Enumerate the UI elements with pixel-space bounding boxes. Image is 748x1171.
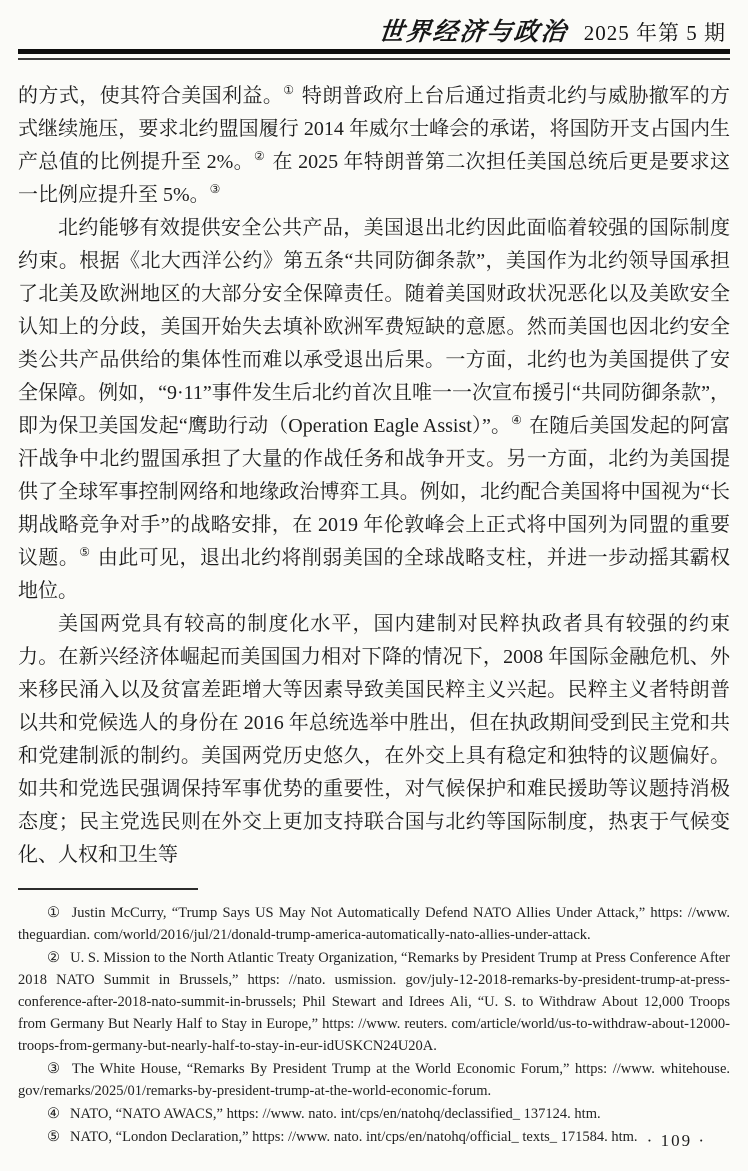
footnote-ref: ① bbox=[283, 83, 295, 98]
footnote-ref: ③ bbox=[209, 182, 221, 197]
footnote-item: ⑤ NATO, “London Declaration,” https: //www. nato. int/cps/en/natohq/official_ texts_ 171584. htm. bbox=[47, 1129, 638, 1145]
footnote-ref: ⑤ bbox=[79, 545, 91, 560]
issue-info: 2025 年第 5 期 bbox=[583, 21, 726, 45]
footnote-item: ② U. S. Mission to the North Atlantic Treaty Organization, “Remarks by President Trump at Press Conference After 2018 NATO Summit in Brussels,” https: //nato. usmission. gov/july-12-2018-remarks-by-president-trump-at-press-conference-after-2018-nato-summit-in-brussels; Phil Stewart and Idrees Ali, “U. S. to Withdraw About 12,000 Troops from Germany But Nearly Half to Stay in Europe,” https: //www. reuters. com/article/world/us-to-withdraw-about-12000-troops-from-germany-but-nearly-half-to-stay-in-eur-idUSKCN24U20A. bbox=[18, 950, 730, 1054]
page-header bbox=[18, 12, 730, 44]
footnote-marker: ⑤ bbox=[47, 1129, 60, 1145]
footnote-marker: ③ bbox=[47, 1061, 62, 1077]
footnote-item: ③ The White House, “Remarks By President Trump at the World Economic Forum,” https: //www. whitehouse. gov/remarks/2025/01/remarks-by-president-trump-at-the-world-economic-forum. bbox=[18, 1061, 731, 1099]
footnote-marker: ① bbox=[47, 905, 62, 921]
body-paragraph: 美国两党具有较高的制度化水平，国内建制对民粹执政者具有较强的约束力。在新兴经济体崛起而美国国力相对下降的情况下，2008 年国际金融危机、外来移民涌入以及贫富差距增大等因素导致美国民粹主义兴起。民粹主义者特朗普以共和党候选人的身份在 2016 年总统选举中胜出，但在执政期间受到民主党和共和党建制派的制约。美国两党历史悠久，在外交上具有稳定和独特的议题偏好。如共和党选民强调保持军事优势的重要性，对气候保护和难民援助等议题持消极态度；民主党选民则在外交上更加支持联合国与北约等国际制度，热衷于气候变化、人权和卫生等 bbox=[18, 613, 730, 866]
footnote-separator bbox=[18, 888, 198, 890]
journal-title-calligraphy: 世界经济与政治 bbox=[377, 19, 569, 46]
footnote-ref: ② bbox=[253, 149, 266, 164]
footnote-ref: ④ bbox=[511, 413, 522, 428]
body-paragraphs bbox=[18, 80, 730, 872]
footnotes-section bbox=[18, 902, 730, 1148]
footnote-marker: ② bbox=[47, 950, 61, 966]
footnote-item: ① Justin McCurry, “Trump Says US May Not Automatically Defend NATO Allies Under Attack,” https: //www. theguardian. com/world/2016/jul/21/donald-trump-america-automatically-nato-allies-under-attack. bbox=[18, 905, 731, 943]
body-paragraph: 的方式，使其符合美国利益。① 特朗普政府上台后通过指责北约与威胁撤军的方式继续施压，要求北约盟国履行 2014 年威尔士峰会的承诺，将国防开支占国内生产总值的比例提升至 2%。② 在 2025 年特朗普第二次担任美国总统后更是要求这一比例应提升至 5%。③ bbox=[18, 83, 731, 206]
header-rule-thin bbox=[18, 58, 730, 60]
footnote-item: ④ NATO, “NATO AWACS,” https: //www. nato. int/cps/en/natohq/declassified_ 137124. htm. bbox=[47, 1106, 601, 1122]
body-paragraph: 北约能够有效提供安全公共产品，美国退出北约因此面临着较强的国际制度约束。根据《北大西洋公约》第五条“共同防御条款”，美国作为北约领导国承担了北美及欧洲地区的大部分安全保障责任。随着美国财政状况恶化以及美欧安全认知上的分歧，美国开始失去填补欧洲军费短缺的意愿。然而美国也因北约安全类公共产品供给的集体性而难以承受退出后果。一方面，北约也为美国提供了安全保障。例如，“9·11”事件发生后北约首次且唯一一次宣布援引“共同防御条款”，即为保卫美国发起“鹰助行动（Operation Eagle Assist）”。④ 在随后美国发起的阿富汗战争中北约盟国承担了大量的作战任务和战争开支。另一方面，北约为美国提供了全球军事控制网络和地缘政治博弈工具。例如，北约配合美国将中国视为“长期战略竞争对手”的战略安排，在 2019 年伦敦峰会上正式将中国列为同盟的重要议题。⑤ 由此可见，退出北约将削弱美国的全球战略支柱，并进一步动摇其霸权地位。 bbox=[18, 217, 731, 602]
page-number: · 109 · bbox=[646, 1131, 706, 1150]
footnote-marker: ④ bbox=[47, 1106, 60, 1122]
header-rule-thick bbox=[18, 49, 730, 54]
